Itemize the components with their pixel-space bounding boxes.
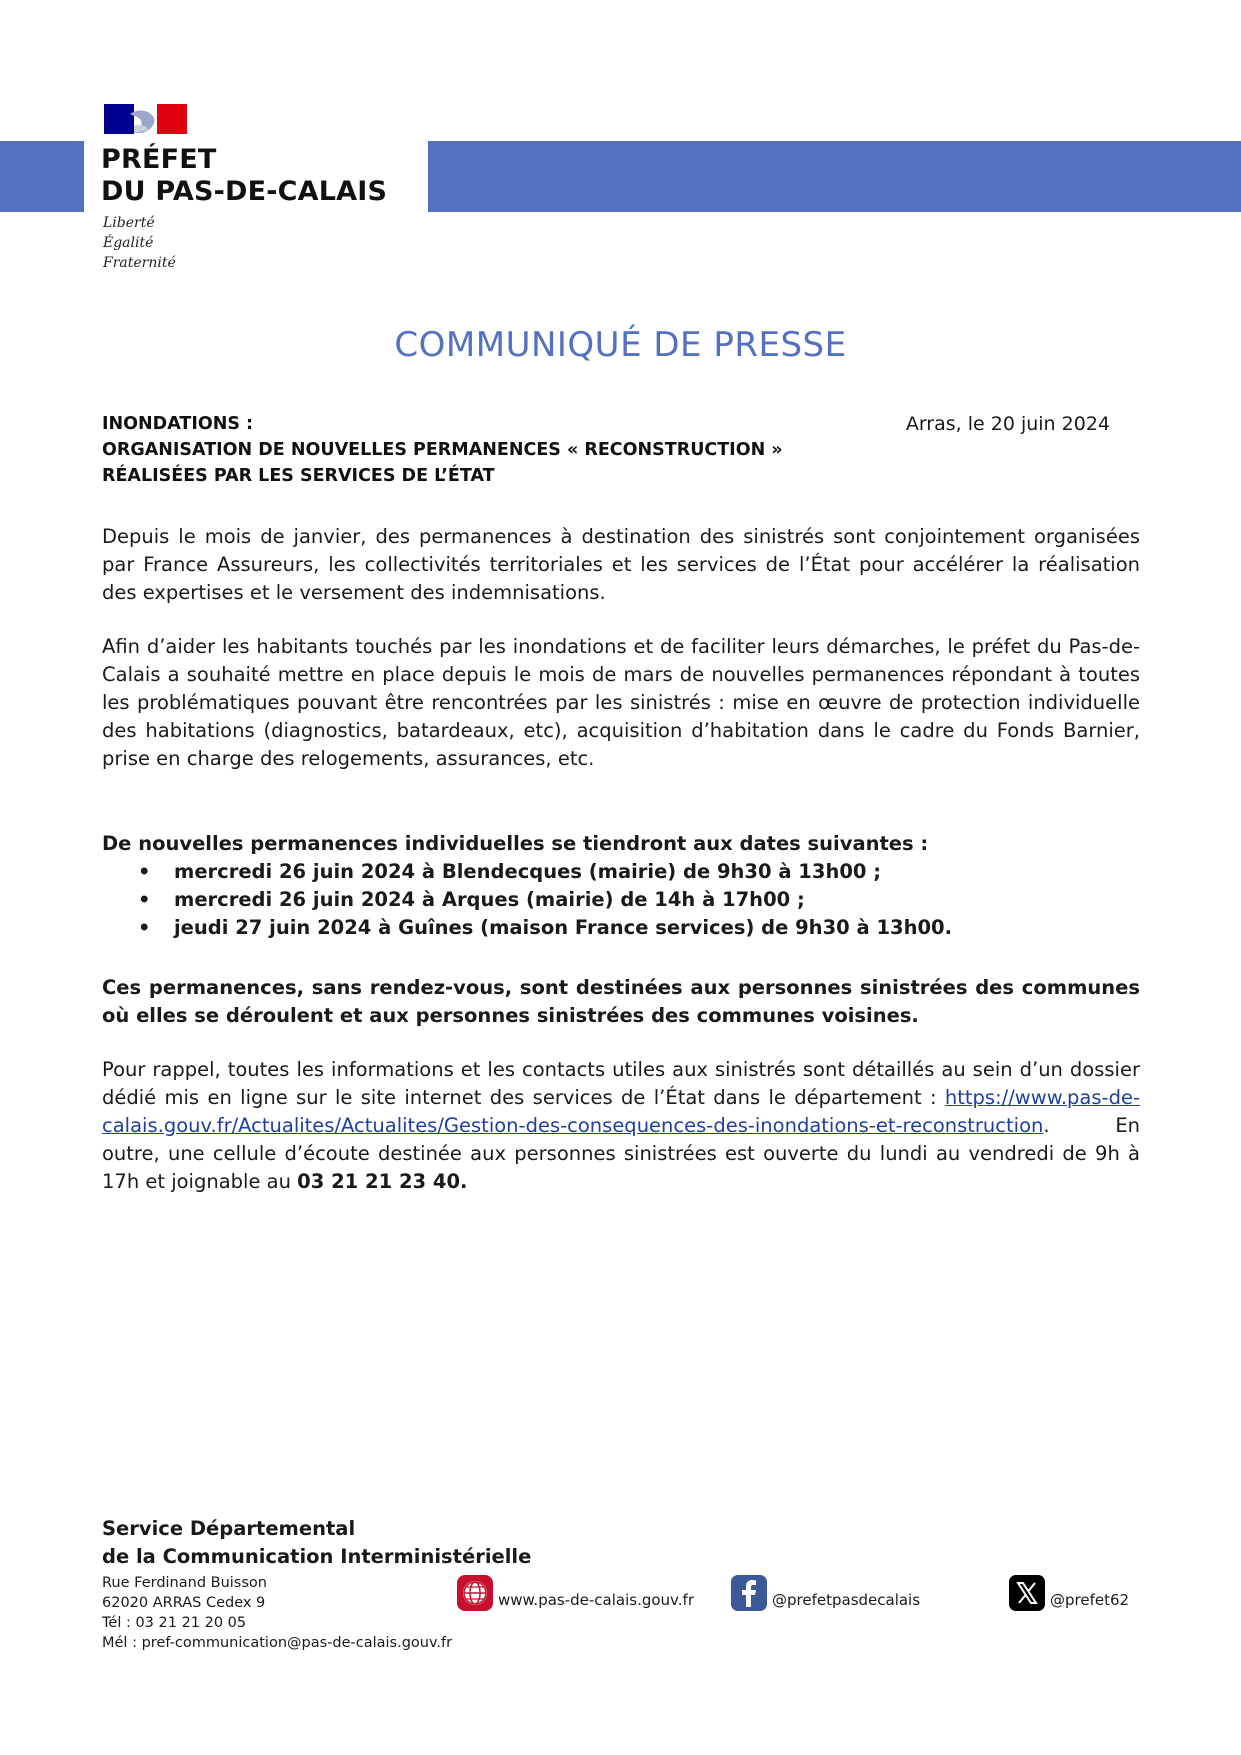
paragraph-context: Afin d’aider les habitants touchés par les inondations et de faciliter leurs démarches, le préfet du Pas-de-Calais a souhaité mettre en place depuis le mois de mars de nouvelles permanences répondant à toutes les problématiques pouvant être rencontrées par les sinistrés : mise en œuvre de protection individuelle des habitations (diagnostics, batardeaux, etc), acquisition d’habitation dans le cadre du Fonds Barnier, prise en charge des relogements, assurances, etc. [102, 635, 1140, 770]
footer-facebook[interactable] [730, 1573, 920, 1613]
helpline-phone: 03 21 21 23 40. [297, 1170, 468, 1193]
x-icon [1008, 1574, 1046, 1612]
prefecture-logo [84, 100, 428, 275]
press-release-heading: INONDATIONS : ORGANISATION DE NOUVELLES PERMANENCES « RECONSTRUCTION » RÉALISÉES PAR LES SERVICES DE L’ÉTAT [102, 414, 783, 486]
list-item: • mercredi 26 juin 2024 à Blendecques (mairie) de 9h30 à 13h00 ; [102, 858, 1140, 886]
list-item: • mercredi 26 juin 2024 à Arques (mairie) de 14h à 17h00 ; [102, 886, 1140, 914]
list-item: • jeudi 27 juin 2024 à Guînes (maison France services) de 9h30 à 13h00. [102, 914, 1140, 942]
facebook-label: @prefetpasdecalais [772, 1591, 921, 1609]
facebook-icon [730, 1574, 768, 1612]
x-label: @prefet62 [1050, 1591, 1130, 1609]
bullet-icon: • [138, 860, 151, 883]
marianne-flag-icon [104, 104, 187, 134]
dateline: Arras, le 20 juin 2024 [905, 413, 1110, 435]
document-type-title: COMMUNIQUÉ DE PRESSE [394, 325, 847, 365]
footer-address: Rue Ferdinand Buisson 62020 ARRAS Cedex 9 Tél : 03 21 21 20 05 Mél : pref-communication@pas-de-calais.gouv.fr [102, 1575, 453, 1651]
paragraph-audience: Ces permanences, sans rendez-vous, sont destinées aux personnes sinistrées des communes où elles se déroulent et aux personnes sinistrées des communes voisines. [102, 976, 1140, 1027]
dates-intro: De nouvelles permanences individuelles se tiendront aux dates suivantes : [102, 832, 929, 855]
paragraph-intro: Depuis le mois de janvier, des permanences à destination des sinistrés sont conjointement organisées par France Assureurs, les collectivités territoriales et les services de l’État pour accélérer la réalisation des expertises et le versement des indemnisations. [102, 525, 1140, 604]
dates-list [102, 858, 1140, 942]
paragraph-reminder: Pour rappel, toutes les informations et les contacts utiles aux sinistrés sont détaillés au sein d’un dossier dédié mis en ligne sur le site internet des services de l’État dans le département : https://www.pas-de-calais.gouv.fr/Actualites/Actualites/Gestion-des-consequences-des-inondations-et-reconstruction. En outre, une cellule d’écoute destinée aux personnes sinistrées est ouverte du lundi au vendredi de 9h à 17h et joignable au 03 21 21 23 40. [102, 1058, 1140, 1193]
bullet-icon: • [138, 916, 151, 939]
footer-x[interactable] [1008, 1573, 1129, 1613]
globe-icon [456, 1574, 494, 1612]
republic-motto: Liberté Égalité Fraternité [103, 215, 176, 271]
footer-service-name: Service Départemental de la Communication Interministérielle [102, 1517, 532, 1568]
footer-website[interactable] [456, 1573, 694, 1613]
prefecture-name: PRÉFET DU PAS-DE-CALAIS [101, 144, 388, 207]
website-label: www.pas-de-calais.gouv.fr [498, 1591, 694, 1609]
info-dossier-link[interactable]: https://www.pas-de-calais.gouv.fr/Actualites/Actualites/Gestion-des-consequences-des-inondations-et-reconstruction [102, 1086, 1140, 1137]
bullet-icon: • [138, 888, 151, 911]
